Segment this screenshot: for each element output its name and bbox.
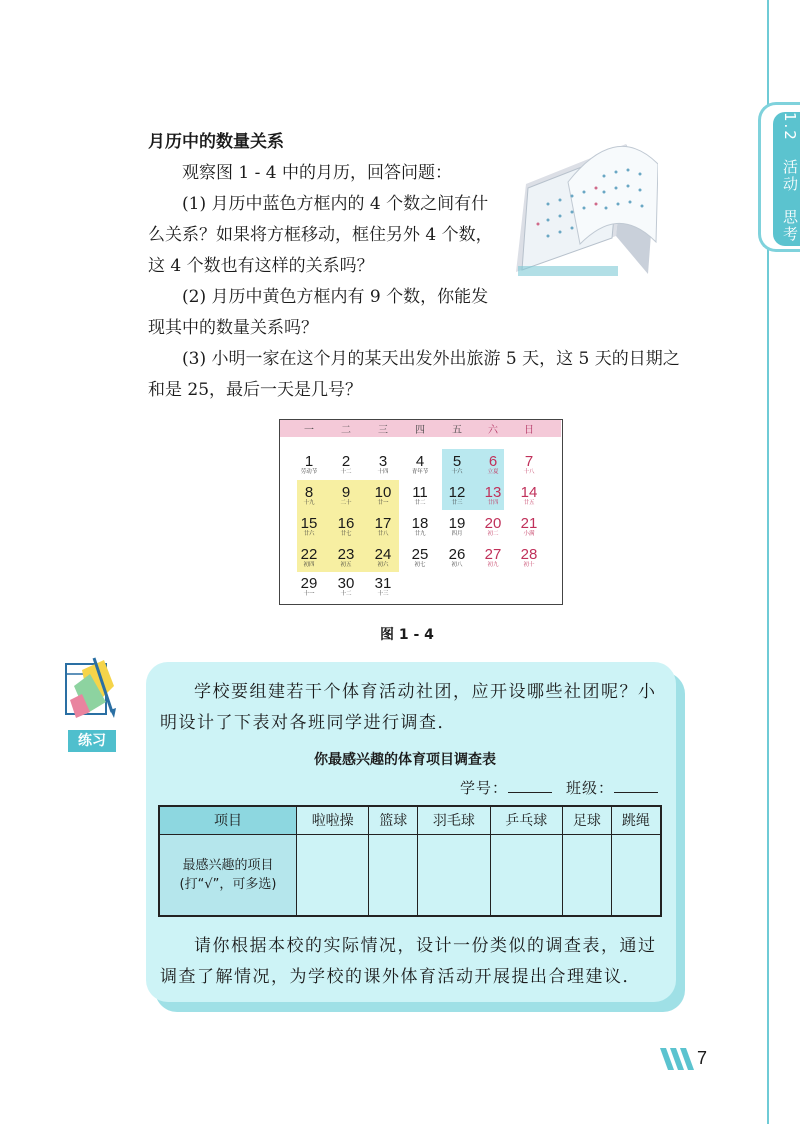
calendar-day xyxy=(292,547,326,569)
day-number: 14 xyxy=(520,484,538,501)
practice-badge: 练习 xyxy=(68,730,116,752)
row-label-line2: (打“√”，可多选) xyxy=(179,876,277,892)
section-tab-text xyxy=(780,112,800,243)
survey-fields xyxy=(460,777,672,798)
day-number: 31 xyxy=(374,575,392,592)
intro-text: 观察图 1 - 4 中的月历，回答问题： xyxy=(182,163,452,183)
lunar-label: 初二 xyxy=(487,531,499,537)
calendar-day xyxy=(476,454,510,476)
practice-intro: 学校要组建若干个体育活动社团，应开设哪些社团呢？小明设计了下表对各班同学进行调查． xyxy=(160,682,657,733)
day-number: 3 xyxy=(378,453,388,470)
calendar-day xyxy=(366,516,400,538)
lunar-label: 青年节 xyxy=(411,469,429,475)
calendar-day xyxy=(512,485,546,507)
pencil-notebook-icon xyxy=(60,656,120,726)
day-number: 28 xyxy=(520,546,538,563)
calendar-figure xyxy=(279,419,563,605)
lunar-label: 廿五 xyxy=(523,500,535,506)
lunar-label: 小满 xyxy=(523,531,535,537)
table-header-row xyxy=(159,806,661,834)
class-label: 班级： xyxy=(566,779,615,797)
calendar-day xyxy=(329,576,363,598)
lunar-label: 十一 xyxy=(303,591,315,597)
class-blank xyxy=(614,778,658,793)
day-number: 16 xyxy=(337,515,355,532)
day-number: 29 xyxy=(300,575,318,592)
section-label-b: 思考 xyxy=(781,209,799,244)
lunar-label: 四月 xyxy=(451,531,463,537)
calendar-weekday-header xyxy=(280,420,561,437)
lunar-label: 廿六 xyxy=(303,531,315,537)
calendar-day xyxy=(366,485,400,507)
student-no-label: 学号： xyxy=(460,779,509,797)
calendar-day xyxy=(440,454,474,476)
lunar-label: 廿七 xyxy=(340,531,352,537)
figure-caption: 图 1 - 4 xyxy=(380,627,434,643)
calendar-day xyxy=(512,516,546,538)
calendar-day xyxy=(329,516,363,538)
answer-cell xyxy=(418,834,490,916)
calendar-day xyxy=(403,454,437,476)
calendar-day xyxy=(329,485,363,507)
page-stripes-icon xyxy=(660,1048,694,1070)
answer-cell xyxy=(369,834,418,916)
calendar-day xyxy=(329,547,363,569)
day-number: 22 xyxy=(300,546,318,563)
answer-cell xyxy=(611,834,661,916)
lunar-label: 初十 xyxy=(523,562,535,568)
lunar-label: 初六 xyxy=(377,562,389,568)
sport-cell: 篮球 xyxy=(369,806,418,834)
lunar-label: 二十 xyxy=(340,500,352,506)
sport-cell: 足球 xyxy=(562,806,611,834)
calendar-day xyxy=(403,547,437,569)
weekday-label: 六 xyxy=(488,425,498,436)
day-number: 5 xyxy=(452,453,462,470)
day-number: 27 xyxy=(484,546,502,563)
student-no-blank xyxy=(508,778,552,793)
calendar-day xyxy=(329,454,363,476)
section-heading: 月历中的数量关系 xyxy=(148,132,284,152)
calendar-day xyxy=(292,516,326,538)
survey-table xyxy=(158,805,662,917)
table-row xyxy=(159,834,661,916)
lunar-label: 廿二 xyxy=(414,500,426,506)
calendar-day xyxy=(440,547,474,569)
day-number: 18 xyxy=(411,515,429,532)
day-number: 15 xyxy=(300,515,318,532)
answer-cell xyxy=(490,834,562,916)
sport-cell: 啦啦操 xyxy=(297,806,369,834)
lunar-label: 廿八 xyxy=(377,531,389,537)
question-2: (2) 月历中黄色方框内有 9 个数，你能发现其中的数量关系吗？ xyxy=(148,287,489,338)
calendar-day xyxy=(403,485,437,507)
lunar-label: 十三 xyxy=(377,591,389,597)
page-number: 7 xyxy=(697,1048,708,1068)
question-3: (3) 小明一家在这个月的某天出发外出旅游 5 天，这 5 天的日期之和是 25，最后一天是几号？ xyxy=(148,349,680,400)
desk-calendar-photo xyxy=(508,124,658,284)
sport-cell: 跳绳 xyxy=(611,806,661,834)
weekday-label: 一 xyxy=(304,425,314,436)
calendar-day xyxy=(512,547,546,569)
day-number: 30 xyxy=(337,575,355,592)
day-number: 8 xyxy=(304,484,314,501)
calendar-day xyxy=(292,576,326,598)
lunar-label: 初四 xyxy=(303,562,315,568)
calendar-day xyxy=(476,485,510,507)
calendar-day xyxy=(512,454,546,476)
weekday-label: 四 xyxy=(415,425,425,436)
calendar-day xyxy=(440,485,474,507)
calendar-day xyxy=(366,454,400,476)
lunar-label: 十九 xyxy=(303,500,315,506)
day-number: 24 xyxy=(374,546,392,563)
day-number: 11 xyxy=(412,484,428,501)
calendar-day xyxy=(292,454,326,476)
weekday-label: 二 xyxy=(341,425,351,436)
table-header-cell: 项目 xyxy=(159,806,297,834)
calendar-day xyxy=(366,547,400,569)
day-number: 2 xyxy=(341,453,351,470)
section-label-a: 活动 xyxy=(781,158,799,193)
day-number: 20 xyxy=(484,515,502,532)
weekday-label: 日 xyxy=(524,425,534,436)
lunar-label: 十六 xyxy=(451,469,463,475)
weekday-label: 五 xyxy=(452,425,462,436)
answer-cell xyxy=(297,834,369,916)
survey-title: 你最感兴趣的体育项目调查表 xyxy=(314,752,496,768)
calendar-day xyxy=(292,485,326,507)
day-number: 7 xyxy=(524,453,534,470)
section-number: 1.2 xyxy=(781,112,799,142)
answer-cell xyxy=(562,834,611,916)
calendar-day xyxy=(476,516,510,538)
day-number: 12 xyxy=(448,484,466,501)
lunar-label: 十四 xyxy=(377,469,389,475)
day-number: 6 xyxy=(488,453,498,470)
day-number: 17 xyxy=(374,515,392,532)
lunar-label: 廿一 xyxy=(377,500,389,506)
lunar-label: 初七 xyxy=(414,562,426,568)
practice-task: 请你根据本校的实际情况，设计一份类似的调查表，通过调查了解情况，为学校的课外体育活动开展提出合理建议． xyxy=(160,936,657,987)
lunar-label: 初五 xyxy=(340,562,352,568)
lunar-label: 立夏 xyxy=(487,469,499,475)
lunar-label: 劳动节 xyxy=(300,469,318,475)
row-label-line1: 最感兴趣的项目 xyxy=(182,857,274,873)
day-number: 23 xyxy=(337,546,355,563)
day-number: 9 xyxy=(341,484,351,501)
day-number: 26 xyxy=(448,546,466,563)
row-label-cell xyxy=(159,834,297,916)
question-1: (1) 月历中蓝色方框内的 4 个数之间有什么关系？如果将方框移动，框住另外 4 个数，这 4 个数也有这样的关系吗？ xyxy=(148,194,493,276)
lunar-label: 十八 xyxy=(523,469,535,475)
lunar-label: 初九 xyxy=(487,562,499,568)
day-number: 10 xyxy=(374,484,392,501)
sport-cell: 乒乓球 xyxy=(490,806,562,834)
calendar-day xyxy=(403,516,437,538)
lunar-label: 十二 xyxy=(340,591,352,597)
calendar-day xyxy=(476,547,510,569)
sport-cell: 羽毛球 xyxy=(418,806,490,834)
day-number: 21 xyxy=(520,515,538,532)
calendar-day xyxy=(440,516,474,538)
day-number: 4 xyxy=(415,453,425,470)
calendar-day xyxy=(366,576,400,598)
weekday-label: 三 xyxy=(378,425,388,436)
lunar-label: 初八 xyxy=(451,562,463,568)
lunar-label: 廿三 xyxy=(451,500,463,506)
lunar-label: 廿四 xyxy=(487,500,499,506)
day-number: 25 xyxy=(411,546,429,563)
day-number: 19 xyxy=(448,515,466,532)
lunar-label: 廿九 xyxy=(414,531,426,537)
lunar-label: 十二 xyxy=(340,469,352,475)
day-number: 1 xyxy=(304,453,314,470)
day-number: 13 xyxy=(484,484,502,501)
